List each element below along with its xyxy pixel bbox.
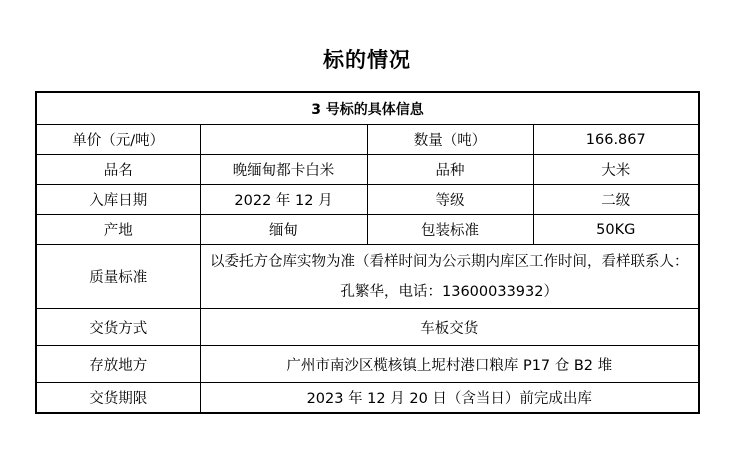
grade-label: 等级 (367, 185, 533, 215)
storage-location-value: 广州市南沙区榄核镇上坭村港口粮库 P17 仓 B2 堆 (200, 346, 699, 383)
storage-date-value: 2022 年 12 月 (200, 185, 367, 215)
storage-location-label: 存放地方 (36, 346, 200, 383)
delivery-method-value: 车板交货 (200, 309, 699, 346)
product-name-value: 晚缅甸都卡白米 (200, 155, 367, 185)
unit-price-label: 单价（元/吨） (36, 125, 200, 155)
origin-value: 缅甸 (200, 215, 367, 245)
quantity-value: 166.867 (533, 125, 699, 155)
grade-value: 二级 (533, 185, 699, 215)
page-title: 标的情况 (323, 48, 411, 72)
packaging-value: 50KG (533, 215, 699, 245)
unit-price-value (200, 125, 367, 155)
delivery-method-label: 交货方式 (36, 309, 200, 346)
table-row (36, 346, 699, 383)
variety-label: 品种 (367, 155, 533, 185)
storage-date-label: 入库日期 (36, 185, 200, 215)
product-name-label: 品名 (36, 155, 200, 185)
lot-info-table (35, 91, 700, 414)
table-row (36, 185, 699, 215)
table-row (36, 383, 699, 414)
table-caption-row (36, 92, 699, 125)
origin-label: 产地 (36, 215, 200, 245)
packaging-label: 包装标准 (367, 215, 533, 245)
variety-value: 大米 (533, 155, 699, 185)
table-row (36, 155, 699, 185)
quality-standard-value: 以委托方仓库实物为准（看样时间为公示期内库区工作时间，看样联系人：孔繁华，电话：13600033932） (200, 245, 699, 309)
quality-standard-label: 质量标准 (36, 245, 200, 309)
table-row (36, 309, 699, 346)
quantity-label: 数量（吨） (367, 125, 533, 155)
table-row (36, 215, 699, 245)
table-row (36, 125, 699, 155)
table-caption: 3 号标的具体信息 (36, 92, 699, 125)
table-row (36, 245, 699, 309)
delivery-deadline-label: 交货期限 (36, 383, 200, 414)
delivery-deadline-value: 2023 年 12 月 20 日（含当日）前完成出库 (200, 383, 699, 414)
